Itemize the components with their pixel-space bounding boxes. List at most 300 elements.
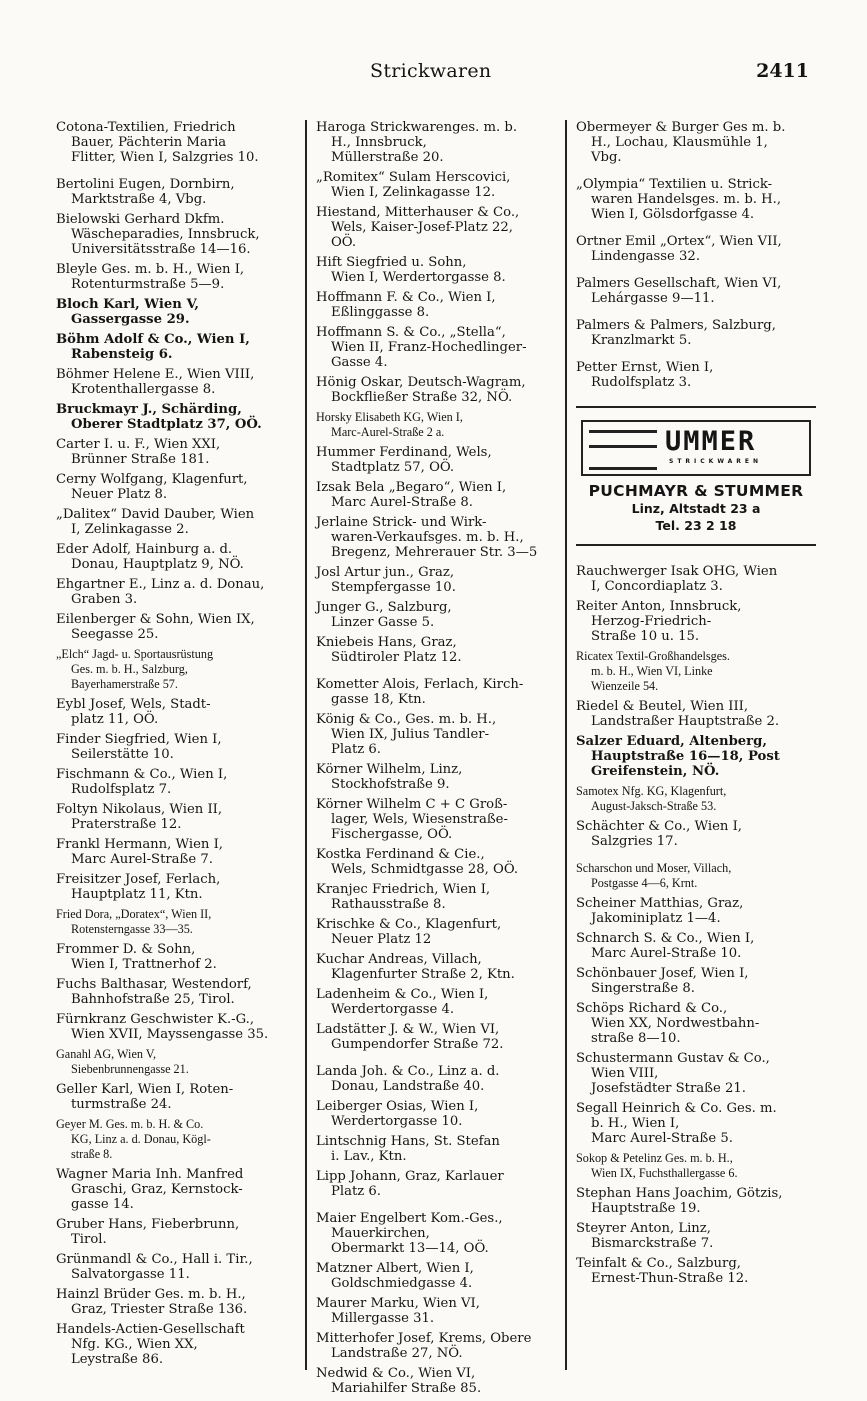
entry-name-line: Ganahl AG, Wien V, [56,1047,157,1061]
directory-entry [56,177,296,207]
directory-entry [576,1221,816,1251]
entry-name-line: Ladstätter J. & W., Wien VI, [316,1022,500,1037]
entry-name-line: Eder Adolf, Hainburg a. d. [56,542,233,557]
entry-name-line: Riedel & Beutel, Wien III, [576,699,749,714]
entry-name-line: Gruber Hans, Fieberbrunn, [56,1217,240,1232]
directory-entry [576,120,816,165]
directory-entry [316,1211,560,1256]
entry-address-line: Seilerstätte 10. [71,747,174,762]
entry-address-line: lager, Wels, Wiesenstraße- [331,812,508,827]
entry-address-line: Gassergasse 29. [71,312,190,327]
entry-name-line: Hoffmann F. & Co., Wien I, [316,290,496,305]
directory-entry [576,931,816,961]
directory-entry [316,1099,560,1129]
entry-address-line: Millergasse 31. [331,1311,435,1326]
directory-entry [316,712,560,757]
entry-address-line: Bauer, Pächterin Maria [71,135,227,150]
entry-address-line: Bayerhamerstraße 57. [71,677,178,691]
entry-address-line: Tirol. [71,1232,107,1247]
entry-address-line: waren-Verkaufsges. m. b. H., [331,530,524,545]
directory-entry [576,1101,816,1146]
entry-name-line: Nedwid & Co., Wien VI, [316,1366,476,1381]
entry-name-line: Maurer Marku, Wien VI, [316,1296,480,1311]
entry-address-line: Nfg. KG., Wien XX, [71,1337,198,1352]
entry-address-line: Goldschmiedgasse 4. [331,1276,473,1291]
entry-name-line: Kranjec Friedrich, Wien I, [316,882,491,897]
directory-entry [576,1051,816,1096]
entry-name-line: Ricatex Textil-Großhandelsges. [576,649,730,663]
directory-entry [316,1331,560,1361]
entry-name-line: Steyrer Anton, Linz, [576,1221,711,1236]
entry-name-line: Ehgartner E., Linz a. d. Donau, [56,577,265,592]
entry-address-line: Hauptstraße 19. [591,1201,701,1216]
entry-name-line: Reiter Anton, Innsbruck, [576,599,742,614]
directory-entry [56,872,296,902]
entry-address-line: I, Concordiaplatz 3. [591,579,723,594]
entry-address-line: Wien I, Werdertorgasse 8. [331,270,506,285]
entry-address-line: H., Innsbruck, [331,135,427,150]
entry-address-line: Marktstraße 4, Vbg. [71,192,207,207]
directory-entry [316,255,560,285]
entry-address-line: Werdertorgasse 10. [331,1114,463,1129]
entry-address-line: Platz 6. [331,1184,381,1199]
directory-column-1 [56,120,296,1372]
directory-entry [316,1261,560,1291]
entry-address-line: Landstraßer Hauptstraße 2. [591,714,780,729]
entry-name-line: Körner Wilhelm C + C Groß- [316,797,508,812]
entry-address-line: i. Lav., Ktn. [331,1149,407,1164]
entry-address-line: Marc-Aurel-Straße 2 a. [331,425,445,439]
directory-entry [56,977,296,1007]
entry-list [316,120,560,1396]
entry-name-line: Kuchar Andreas, Villach, [316,952,482,967]
entry-address-line: Universitätsstraße 14—16. [71,242,251,257]
entry-address-line: Wien XVII, Mayssengasse 35. [71,1027,269,1042]
directory-entry [56,1082,296,1112]
column-divider [305,120,307,1370]
directory-entry [576,1001,816,1046]
directory-entry [576,599,816,644]
entry-address-line: Stockhofstraße 9. [331,777,450,792]
entry-address-line: Mauerkirchen, [331,1226,430,1241]
directory-entry [316,170,560,200]
entry-address-line: Wien I, Trattnerhof 2. [71,957,217,972]
entry-name-line: Samotex Nfg. KG, Klagenfurt, [576,784,727,798]
directory-entry [576,318,816,348]
directory-entry [316,952,560,982]
entry-name-line: Ortner Emil „Ortex“, Wien VII, [576,234,782,249]
entry-address-line: Graschi, Graz, Kernstock- [71,1182,243,1197]
directory-column-2 [316,120,560,1401]
entry-name-line: Bertolini Eugen, Dornbirn, [56,177,235,192]
entry-name-line: Schönbauer Josef, Wien I, [576,966,749,981]
directory-entry [56,437,296,467]
entry-name-line: Teinfalt & Co., Salzburg, [576,1256,741,1271]
directory-entry [316,290,560,320]
entry-name-line: Haroga Strickwarenges. m. b. [316,120,518,135]
entry-address-line: Ges. m. b. H., Salzburg, [71,662,188,676]
directory-entry [576,177,816,222]
entry-name-line: Cerny Wolfgang, Klagenfurt, [56,472,248,487]
directory-entry [56,262,296,292]
entry-address-line: Wien XX, Nordwestbahn- [591,1016,760,1031]
directory-entry [316,445,560,475]
directory-entry [56,697,296,727]
entry-name-line: Freisitzer Josef, Ferlach, [56,872,221,887]
entry-address-line: KG, Linz a. d. Donau, Kögl- [71,1132,211,1146]
entry-address-line: Stempfergasse 10. [331,580,456,595]
directory-column-3 [576,120,816,1291]
entry-address-line: Wels, Kaiser-Josef-Platz 22, [331,220,513,235]
entry-name-line: Eybl Josef, Wels, Stadt- [56,697,211,712]
entry-name-line: Scharschon und Moser, Villach, [576,861,732,875]
entry-address-line: H., Lochau, Klausmühle 1, [591,135,768,150]
entry-address-line: Jakominiplatz 1—4. [591,911,721,926]
entry-address-line: Bockfließer Straße 32, NÖ. [331,390,513,405]
entry-name-line: Rauchwerger Isak OHG, Wien [576,564,778,579]
entry-address-line: Rudolfsplatz 3. [591,375,692,390]
directory-entry [56,297,296,327]
entry-address-line: Fischergasse, OÖ. [331,827,453,842]
entry-address-line: Südtiroler Platz 12. [331,650,462,665]
entry-name-line: Böhm Adolf & Co., Wien I, [56,332,250,347]
entry-address-line: Herzog-Friedrich- [591,614,712,629]
entry-name-line: Geller Karl, Wien I, Roten- [56,1082,234,1097]
entry-address-line: Platz 6. [331,742,381,757]
entry-name-line: Finder Siegfried, Wien I, [56,732,222,747]
entry-name-line: Matzner Albert, Wien I, [316,1261,474,1276]
entry-address-line: Rotensterngasse 33—35. [71,922,193,936]
entry-name-line: Mitterhofer Josef, Krems, Obere [316,1331,532,1346]
directory-entry [56,212,296,257]
directory-entry [316,375,560,405]
entry-name-line: Jerlaine Strick- und Wirk- [316,515,487,530]
entry-address-line: waren Handelsges. m. b. H., [591,192,782,207]
entry-address-line: b. H., Wien I, [591,1116,680,1131]
entry-name-line: Cotona-Textilien, Friedrich [56,120,236,135]
entry-address-line: turmstraße 24. [71,1097,172,1112]
directory-entry [56,907,296,937]
entry-list [576,564,816,1286]
entry-address-line: Kranzlmarkt 5. [591,333,692,348]
entry-address-line: Straße 10 u. 15. [591,629,700,644]
directory-entry [56,732,296,762]
directory-entry [56,1117,296,1162]
entry-name-line: Frankl Hermann, Wien I, [56,837,223,852]
directory-entry [56,367,296,397]
entry-address-line: OÖ. [331,235,357,250]
directory-entry [576,966,816,996]
entry-address-line: Graz, Triester Straße 136. [71,1302,248,1317]
entry-name-line: Maier Engelbert Kom.-Ges., [316,1211,503,1226]
entry-address-line: Wien I, Gölsdorfgasse 4. [591,207,755,222]
entry-address-line: gasse 14. [71,1197,134,1212]
entry-address-line: Neuer Platz 12 [331,932,432,947]
directory-entry [576,1151,816,1181]
directory-entry [576,276,816,306]
directory-entry [316,847,560,877]
entry-name-line: Hummer Ferdinand, Wels, [316,445,492,460]
entry-name-line: Hönig Oskar, Deutsch-Wagram, [316,375,526,390]
entry-name-line: Ladenheim & Co., Wien I, [316,987,489,1002]
entry-name-line: Hiestand, Mitterhauser & Co., [316,205,520,220]
entry-address-line: Donau, Hauptplatz 9, NÖ. [71,557,244,572]
directory-entry [316,635,560,665]
directory-entry [56,1167,296,1212]
directory-entry [316,762,560,792]
entry-name-line: „Dalitex“ David Dauber, Wien [56,507,255,522]
entry-address-line: Neuer Platz 8. [71,487,168,502]
entry-address-line: Rathausstraße 8. [331,897,446,912]
entry-address-line: Praterstraße 12. [71,817,182,832]
page-header [0,58,867,94]
directory-entry [316,677,560,707]
directory-entry [316,917,560,947]
entry-address-line: platz 11, OÖ. [71,712,159,727]
directory-entry [56,1287,296,1317]
directory-entry [56,802,296,832]
directory-entry [316,1366,560,1396]
entry-address-line: Stadtplatz 57, OÖ. [331,460,455,475]
entry-address-line: Linzer Gasse 5. [331,615,435,630]
entry-name-line: Petter Ernst, Wien I, [576,360,714,375]
entry-address-line: Marc Aurel-Straße 7. [71,852,213,867]
entry-address-line: Wien II, Franz-Hochedlinger- [331,340,527,355]
entry-name-line: Handels-Actien-Gesellschaft [56,1322,245,1337]
directory-entry [56,942,296,972]
entry-address-line: Wien I, Zelinkagasse 12. [331,185,496,200]
entry-address-line: Salzgries 17. [591,834,678,849]
entry-name-line: Leiberger Osias, Wien I, [316,1099,479,1114]
entry-address-line: Klagenfurter Straße 2, Ktn. [331,967,515,982]
directory-entry [56,1012,296,1042]
directory-entry [316,1022,560,1052]
directory-entry [316,1134,560,1164]
directory-entry [576,699,816,729]
entry-address-line: Obermarkt 13—14, OÖ. [331,1241,489,1256]
entry-name-line: Schächter & Co., Wien I, [576,819,742,834]
entry-address-line: straße 8—10. [591,1031,681,1046]
entry-address-line: Lehárgasse 9—11. [591,291,715,306]
directory-entry [56,837,296,867]
entry-address-line: I, Zelinkagasse 2. [71,522,189,537]
entry-name-line: Palmers Gesellschaft, Wien VI, [576,276,782,291]
directory-entry [576,649,816,694]
entry-address-line: Marc Aurel-Straße 10. [591,946,742,961]
directory-entry [316,797,560,842]
entry-name-line: Hoffmann S. & Co., „Stella“, [316,325,506,340]
directory-entry [576,1186,816,1216]
entry-name-line: Foltyn Nikolaus, Wien II, [56,802,223,817]
entry-name-line: Scheiner Matthias, Graz, [576,896,744,911]
entry-address-line: Graben 3. [71,592,138,607]
directory-entry [316,600,560,630]
directory-entry [316,882,560,912]
entry-address-line: Bregenz, Mehrerauer Str. 3—5 [331,545,538,560]
entry-name-line: „Elch“ Jagd- u. Sportausrüstung [56,647,214,661]
entry-name-line: Fried Dora, „Doratex“, Wien II, [56,907,212,921]
entry-address-line: Hauptstraße 16—18, Post [591,749,780,764]
entry-address-line: Postgasse 4—6, Krnt. [591,876,698,890]
directory-entry [56,1252,296,1282]
entry-address-line: Ernest-Thun-Straße 12. [591,1271,749,1286]
directory-entry [56,332,296,362]
entry-address-line: Gumpendorfer Straße 72. [331,1037,504,1052]
directory-entry [316,410,560,440]
directory-entry [316,1064,560,1094]
entry-name-line: Böhmer Helene E., Wien VIII, [56,367,255,382]
entry-name-line: Bloch Karl, Wien V, [56,297,199,312]
directory-entry [576,1256,816,1286]
directory-entry [316,325,560,370]
logo-stripes-icon [589,430,657,470]
directory-entry [316,1169,560,1199]
directory-entry [576,564,816,594]
directory-entry [576,784,816,814]
entry-address-line: Siebenbrunnengasse 21. [71,1062,189,1076]
entry-name-line: Hainzl Brüder Ges. m. b. H., [56,1287,246,1302]
ad-phone: Tel. 23 2 18 [655,518,737,533]
directory-entry [56,1047,296,1077]
entry-address-line: straße 8. [71,1147,113,1161]
entry-address-line: Krotenthallergasse 8. [71,382,216,397]
directory-entry [576,360,816,390]
entry-address-line: Lindengasse 32. [591,249,701,264]
entry-address-line: Wels, Schmidtgasse 28, OÖ. [331,862,519,877]
entry-address-line: Greifenstein, NÖ. [591,764,720,779]
entry-address-line: Rudolfsplatz 7. [71,782,172,797]
entry-address-line: Wienzeile 54. [591,679,659,693]
entry-address-line: Mariahilfer Straße 85. [331,1381,482,1396]
entry-name-line: Kometter Alois, Ferlach, Kirch- [316,677,524,692]
directory-entry [56,120,296,165]
entry-address-line: Eßlinggasse 8. [331,305,430,320]
directory-entry [316,205,560,250]
entry-name-line: Körner Wilhelm, Linz, [316,762,463,777]
directory-entry [56,507,296,537]
entry-address-line: Wien IX, Fuchsthallergasse 6. [591,1166,738,1180]
entry-address-line: Gasse 4. [331,355,388,370]
directory-entry [576,734,816,779]
entry-name-line: „Romitex“ Sulam Herscovici, [316,170,511,185]
entry-name-line: Bleyle Ges. m. b. H., Wien I, [56,262,245,277]
entry-name-line: Geyer M. Ges. m. b. H. & Co. [56,1117,204,1131]
entry-name-line: Schnarch S. & Co., Wien I, [576,931,755,946]
directory-entry [576,819,816,849]
entry-address-line: Wien VIII, [591,1066,659,1081]
entry-list [576,120,816,390]
entry-name-line: Lintschnig Hans, St. Stefan [316,1134,500,1149]
directory-entry [576,896,816,926]
column-divider [565,120,567,1370]
entry-name-line: Sokop & Petelinz Ges. m. b. H., [576,1151,733,1165]
entry-address-line: Werdertorgasse 4. [331,1002,455,1017]
entry-address-line: Josefstädter Straße 21. [591,1081,746,1096]
entry-name-line: Junger G., Salzburg, [316,600,452,615]
entry-name-line: Palmers & Palmers, Salzburg, [576,318,776,333]
directory-entry [316,565,560,595]
entry-name-line: Salzer Eduard, Altenberg, [576,734,767,749]
entry-name-line: Horsky Elisabeth KG, Wien I, [316,410,463,424]
directory-entry [56,767,296,797]
entry-name-line: „Olympia“ Textilien u. Strick- [576,177,773,192]
entry-address-line: Marc Aurel-Straße 8. [331,495,473,510]
page-number: 2411 [756,60,809,82]
directory-entry [316,515,560,560]
entry-name-line: Krischke & Co., Klagenfurt, [316,917,502,932]
ad-company-name: PUCHMAYR & STUMMER [588,482,804,500]
entry-address-line: Vbg. [591,150,622,165]
section-title: Strickwaren [370,60,492,82]
entry-list [56,120,296,1367]
entry-address-line: Marc Aurel-Straße 5. [591,1131,733,1146]
directory-entry [56,577,296,607]
entry-name-line: Izsak Bela „Begaro“, Wien I, [316,480,507,495]
entry-name-line: Fischmann & Co., Wien I, [56,767,228,782]
entry-address-line: Hauptplatz 11, Ktn. [71,887,203,902]
directory-entry [316,1296,560,1326]
entry-address-line: Brünner Straße 181. [71,452,210,467]
entry-name-line: Hift Siegfried u. Sohn, [316,255,467,270]
entry-address-line: m. b. H., Wien VI, Linke [591,664,713,678]
directory-entry [316,120,560,165]
entry-address-line: Flitter, Wien I, Salzgries 10. [71,150,259,165]
directory-entry [56,1322,296,1367]
logo-tagline: STRICKWAREN [669,458,763,465]
directory-entry [56,472,296,502]
entry-name-line: Carter I. u. F., Wien XXI, [56,437,221,452]
entry-name-line: Fürnkranz Geschwister K.-G., [56,1012,255,1027]
entry-name-line: Bielowski Gerhard Dkfm. [56,212,225,227]
entry-name-line: Josl Artur jun., Graz, [316,565,455,580]
entry-name-line: Bruckmayr J., Schärding, [56,402,242,417]
entry-name-line: Wagner Maria Inh. Manfred [56,1167,244,1182]
entry-address-line: Wäscheparadies, Innsbruck, [71,227,260,242]
entry-address-line: Müllerstraße 20. [331,150,444,165]
entry-name-line: Grünmandl & Co., Hall i. Tir., [56,1252,253,1267]
entry-address-line: Singerstraße 8. [591,981,695,996]
entry-address-line: Bahnhofstraße 25, Tirol. [71,992,235,1007]
directory-entry [316,987,560,1017]
entry-name-line: Landa Joh. & Co., Linz a. d. [316,1064,500,1079]
entry-name-line: Kostka Ferdinand & Cie., [316,847,485,862]
directory-entry [316,480,560,510]
entry-address-line: August-Jaksch-Straße 53. [591,799,717,813]
entry-name-line: König & Co., Ges. m. b. H., [316,712,497,727]
company-logo [581,420,811,476]
directory-entry [56,612,296,642]
logo-word: UMMER [665,426,757,457]
entry-address-line: Salvatorgasse 11. [71,1267,190,1282]
advertisement [576,406,816,546]
entry-name-line: Eilenberger & Sohn, Wien IX, [56,612,255,627]
entry-name-line: Frommer D. & Sohn, [56,942,196,957]
entry-address-line: Donau, Landstraße 40. [331,1079,485,1094]
entry-address-line: Landstraße 27, NÖ. [331,1346,463,1361]
entry-name-line: Kniebeis Hans, Graz, [316,635,457,650]
ad-address: Linz, Altstadt 23 a [631,501,761,516]
directory-entry [56,1217,296,1247]
entry-name-line: Schöps Richard & Co., [576,1001,728,1016]
directory-entry [576,861,816,891]
entry-name-line: Lipp Johann, Graz, Karlauer [316,1169,504,1184]
entry-address-line: gasse 18, Ktn. [331,692,426,707]
directory-entry [56,647,296,692]
entry-address-line: Leystraße 86. [71,1352,164,1367]
directory-entry [56,542,296,572]
entry-address-line: Wien IX, Julius Tandler- [331,727,490,742]
entry-address-line: Rabensteig 6. [71,347,173,362]
